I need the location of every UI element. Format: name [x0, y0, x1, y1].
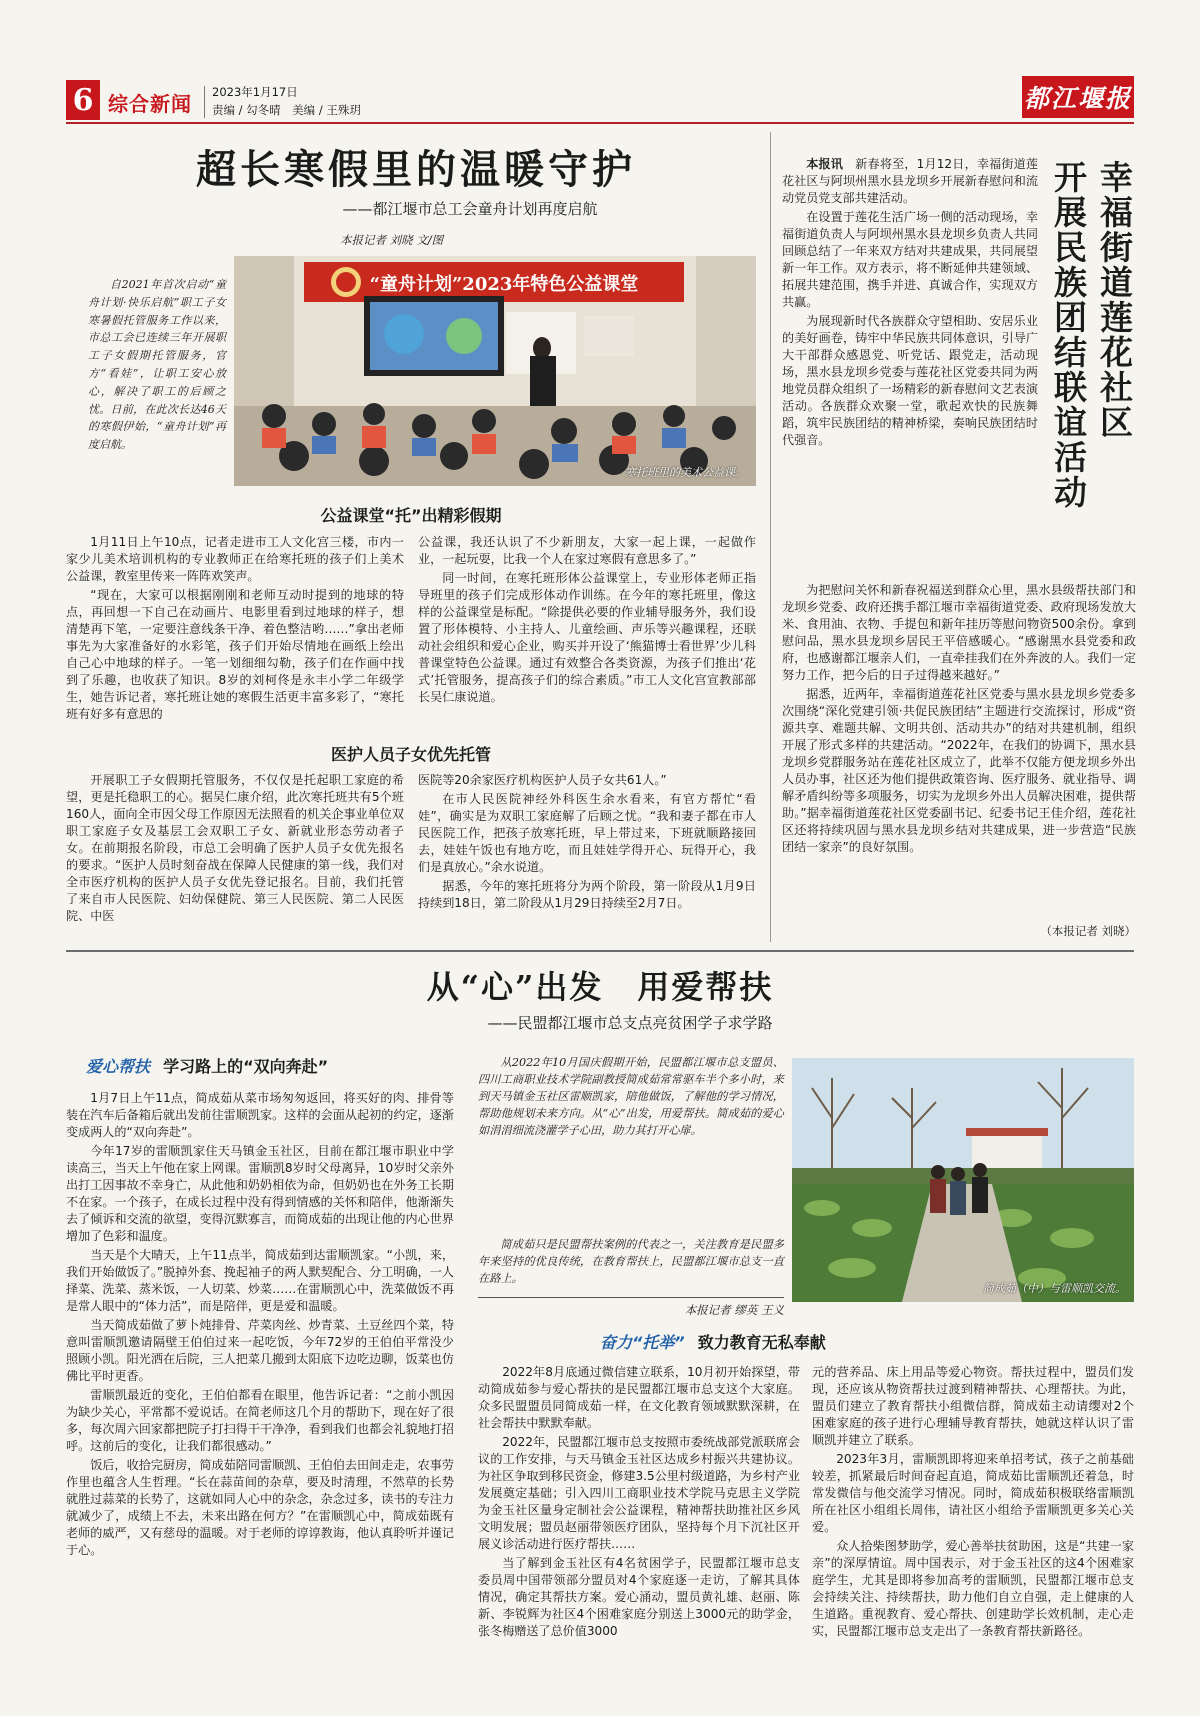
article2-opening: 新春将至，1月12日，幸福街道莲花社区与阿坝州黑水县龙坝乡开展新春慰问和流动党员党支部共建活动。 [782, 157, 1038, 205]
paragraph: 开展职工子女假期托管服务，不仅仅是托起职工家庭的希望，更是托稳职工的心。据吴仁康介绍，此次寒托班共有5个班160人，面向全市因父母工作原因无法照看的机关企事业单位双职工家庭子女及基层工会双职工子女、新就业形态劳动者子女。在前期报名阶段，市总工会明确了医护人员子女优先报名的要求。“医护人员时刻奋战在保障人民健康的第一线，我们对全市医疗机构的医护人员子女优先登记报名。目前，我们托管了来自市人民医院、妇幼保健院、第三人民医院、第二人民医院、中医 [66, 773, 404, 923]
paragraph: 当天简成茹做了萝卜炖排骨、芹菜肉丝、炒青菜、土豆丝四个菜，特意叫雷顺凯邀请隔壁王伯伯过来一起吃饭，今年72岁的王伯伯平常没少照顾小凯。阳光洒在后院，三人把菜几搬到太阳底下边吃边聊，饭菜也仿佛比平时更香。 [66, 1318, 454, 1383]
article1-section2-title: 医护人员子女优先托管 [330, 745, 491, 764]
article3-section2-col1 [478, 1364, 800, 1700]
paragraph: 众人拾柴图梦助学，爱心善举扶贫助困，这是“共建一家亲”的深厚情谊。周中国表示，对于金玉社区的这4个困难家庭学生，尤其是即将参加高考的雷顺凯，民盟都江堰市总支会持续关注、持续帮扶，助力他们自立自强，走上健康的人生道路。重视教育、爱心帮扶、创建助学长效机制，走心走实，民盟都江堰市总支走出了一条教育帮扶新路径。 [812, 1539, 1134, 1638]
paragraph: 同一时间，在寒托班形体公益课堂上，专业形体老师正指导班里的孩子们完成形体动作训练。在今年的寒托班里，像这样的公益课堂是标配。“除提供必要的作业辅导服务外，我们设置了形体模特、小主持人、儿童绘画、声乐等兴趣课程，还联动社会组织和爱心企业，购买并开设了‘熊猫博士看世界’少儿科普课堂特色公益课。通过有效整合各类资源，为孩子们推出‘花式’托管服务，提高孩子们的综合素质。”市工人文化宫宣教部部长吴仁康说道。 [418, 571, 756, 704]
article1-subtitle: ——都江堰市总工会童舟计划再度启航 [342, 200, 598, 218]
paragraph: 为展现新时代各族群众守望相助、安居乐业的美好画卷，铸牢中华民族共同体意识，引导广大干部群众感恩党、听党话、跟党走，活动现场，黑水县龙坝乡党委与莲花社区党委共同为两地党员群众组织了一场精彩的新春慰问文艺表演活动。各族群众欢聚一堂，歌起欢快的民族舞蹈，筑牢民族团结的精神桥梁，奏响民族团结时代强音。 [782, 314, 1038, 447]
field-photo-illustration [792, 1058, 1134, 1302]
article3-top-rule [66, 950, 1134, 952]
paragraph: 雷顺凯最近的变化，王伯伯都看在眼里，他告诉记者：“之前小凯因为缺少关心，平常都不爱说话。在简老师这几个月的帮助下，现在好了很多，每次周六回家都把院子打扫得干干净净，看到我们也都会礼貌地打招呼。这前后的变化，让我们都很感动。” [66, 1388, 454, 1453]
article3-intro2: 简成茹只是民盟帮扶案例的代表之一，关注教育是民盟多年来坚持的优良传统，在教育帮扶上，民盟都江堰市总支一直在路上。 [478, 1238, 784, 1285]
paragraph: 元的营养品、床上用品等爱心物资。帮扶过程中，盟员们发现，还应该从物资帮扶过渡到精神帮扶、心理帮扶。为此，盟员们建立了教育帮扶小组微信群，简成茹主动请缨对2个困难家庭的孩子进行心理辅导教育帮扶，她就这样认识了雷顺凯并建立了联系。 [812, 1365, 1134, 1447]
paragraph [782, 156, 1038, 207]
classroom-banner-text: “童舟计划”2023年特色公益课堂 [369, 274, 639, 295]
article3-byline: 本报记者 缪英 王义 [684, 1303, 784, 1317]
paragraph: 2022年，民盟都江堰市总支按照市委统战部党派联席会议的工作安排，与天马镇金玉社区达成乡村振兴共建协议。为社区争取到移民资金，修建3.5公里村级道路，为乡村产业发展奠定基础；引入四川工商职业技术学院马克思主义学院为金玉社区量身定制社会公益课程，精神帮扶助推社区乡风文明发展；盟员赵丽带领医疗团队，坚持每个月下沉社区开展义诊活动进行医疗帮扶…… [478, 1435, 800, 1551]
article1-byline: 本报记者 刘晓 文/图 [340, 233, 444, 247]
article3-section1-text [66, 1090, 454, 1700]
paragraph: 据悉，今年的寒托班将分为两个阶段，第一阶段从1月9日持续到18日，第二阶段从1月29日持续至2月7日。 [418, 879, 756, 910]
masthead-logo: 都江堰报 [1022, 76, 1134, 118]
column-divider [770, 132, 771, 942]
field-photo-caption: 简成茹（中）与雷顺凯交流。 [983, 1282, 1126, 1295]
article3-intro: 从2022年10月国庆假期开始，民盟都江堰市总支盟员、四川工商职业技术学院副教授简成茹常常驱车半个多小时，来到天马镇金玉社区雷顺凯家，陪他做饭，了解他的学习情况，帮助他规划未来方向。从“心”出发，用爱帮扶。简成茹的爱心如涓涓细流浇灌学子心田，助力其打开心扉。 [478, 1056, 784, 1137]
field-photo [792, 1058, 1134, 1302]
paragraph: 公益课，我还认识了不少新朋友，大家一起上课，一起做作业，一起玩耍，比我一个人在家过寒假有意思多了。” [418, 535, 756, 566]
paragraph: 2022年8月底通过微信建立联系，10月初开始探望，带动简成茹参与爱心帮扶的是民盟都江堰市总支这个大家庭。众多民盟盟员同简成茹一样，在文化教育领域默默深耕，在社会帮扶中默默奉献。 [478, 1365, 800, 1430]
article3-section2-tag: 奋力“托举” [600, 1333, 685, 1352]
article3-section2-col2 [812, 1364, 1134, 1700]
paragraph: 在设置于莲花生活广场一侧的活动现场，幸福街道负责人与阿坝州黑水县龙坝乡负责人共同回顾总结了一年来双方结对共建成果，共同展望新一年工作。双方表示，将不断延伸共建领域、拓展共建范围，携手并进、真诚合作，实现双方共赢。 [782, 210, 1038, 309]
article1-section2-col1 [66, 772, 404, 942]
article1-section2-col2 [418, 772, 756, 942]
classroom-photo-caption: 寒托班里的美术公益课。 [625, 466, 746, 479]
article1-section1-title: 公益课堂“托”出精彩假期 [320, 506, 502, 525]
article3-title: 从“心”出发 用爱帮扶 [426, 968, 774, 1006]
header-divider [204, 86, 205, 118]
article3-intro-rule [478, 1297, 784, 1298]
paragraph: “现在，大家可以根据刚刚和老师互动时提到的地球的特点，再回想一下自己在动画片、电影里看到过地球的样子，想清楚再下笔，一定要注意线条干净、着色整洁哟……”拿出老师事先为大家准备好的水彩笔，孩子们开始尽情地在画纸上绘出自己心中地球的样子。一笔一划细细勾勒，孩子们在作画中找到了乐趣，也收获了知识。8岁的刘柯佟是永丰小学二年级学生，她告诉记者，寒托班让她的寒假生活更丰富多彩了，“寒托班有好多有意思的 [66, 588, 404, 721]
article3-section2-heading [600, 1330, 1134, 1353]
article3-subtitle: ——民盟都江堰市总支点亮贫困学子求学路 [487, 1014, 773, 1032]
article1-section1-col2 [418, 534, 756, 706]
article3-section1-heading [86, 1054, 466, 1077]
paragraph: 为把慰问关怀和新春祝福送到群众心里，黑水县级帮扶部门和龙坝乡党委、政府还携手都江堰市幸福街道党委、政府现场发放大米、食用油、衣物、手提包和新年挂历等慰问物资500余份。拿到慰问品，黑水县龙坝乡居民王平倍感暖心。“感谢黑水县党委和政府，也感谢都江堰亲人们，一直牵挂我们在外奔波的人。我们一定努力工作，把今后的日子过得越来越好。” [782, 583, 1136, 682]
paragraph: 今年17岁的雷顺凯家住天马镇金玉社区，目前在都江堰市职业中学读高三，当天上午他在家上网课。雷顺凯8岁时父母离异，10岁时父亲外出打工因事故不幸身亡，从此他和奶奶相依为命，但奶奶也在外务工长期不在家。一个孩子，在成长过程中没有得到情感的关怀和陪伴，他渐渐失去了倾诉和交流的欲望，变得沉默寡言，而简成茹的出现让他的内心世界增加了色彩和温度。 [66, 1144, 454, 1243]
paragraph: 当了解到金玉社区有4名贫困学子，民盟都江堰市总支委员周中国带领部分盟员对4个家庭逐一走访，了解其具体情况，确定其帮扶方案。爱心涌动，盟员黄礼雄、赵丽、陈新、李锐辉为社区4个困难家庭分别送上3000元的助学金，张冬梅赠送了总价值3000 [478, 1556, 800, 1638]
article3-section1-title: 学习路上的“双向奔赴” [163, 1057, 329, 1076]
editors-credit: 责编 / 勾冬晴 美编 / 王殊玥 [212, 103, 361, 117]
paragraph: 2023年3月，雷顺凯即将迎来单招考试，孩子之前基础较差，抓紧最后时间奋起直追，简成茹比雷顺凯还着急，时常发微信与他交流学习情况。同时，简成茹积极联络雷顺凯所在社区小组组长周伟，请社区小组给予雷顺凯更多关心关爱。 [812, 1452, 1134, 1534]
paragraph: 当天是个大晴天，上午11点半，简成茹到达雷顺凯家。“小凯，来，我们开始做饭了。”脱掉外套、挽起袖子的两人默契配合、分工明确，一人择菜、洗菜、蒸米饭，一人切菜、炒菜……在雷顺凯心中，洗菜做饭不再是常人眼中的“体力活”，而是陪伴，更是爱和温暖。 [66, 1248, 454, 1313]
paragraph: 1月7日上午11点，简成茹从菜市场匆匆返回，将买好的肉、排骨等装在汽车后备箱后就出发前往雷顺凯家。这样的会面从起初的约定，逐渐变成两人的“双向奔赴”。 [66, 1091, 454, 1139]
section-name: 综合新闻 [108, 92, 192, 116]
article3-section2-title: 致力教育无私奉献 [697, 1333, 826, 1352]
article2-title-line1: 幸福街道莲花社区 [1095, 160, 1134, 440]
article2-top-text [782, 156, 1038, 574]
article1-section1-col1 [66, 534, 404, 721]
issue-date: 2023年1月17日 [212, 85, 298, 99]
article2-bottom-text [782, 582, 1136, 922]
article2-byline: （本报记者 刘晓） [1040, 924, 1136, 938]
paragraph: 医院等20余家医疗机构医护人员子女共61人。” [418, 773, 667, 787]
classroom-photo [234, 256, 756, 486]
paragraph: 在市人民医院神经外科医生余水看来，有官方帮忙“看娃”，确实是为双职工家庭解了后顾之忧。“我和妻子都在市人民医院工作，把孩子放寒托班，早上带过来，下班就顺路接回去，娃娃午饭也有地方吃，而且娃娃学得开心、玩得开心，我们是真放心。”余水说道。 [418, 792, 756, 874]
article1-title: 超长寒假里的温暖守护 [196, 146, 636, 193]
header-rule [66, 122, 1134, 124]
article2-title-line2: 开展民族团结联谊活动 [1049, 160, 1088, 510]
paragraph: 1月11日上午10点，记者走进市工人文化宫三楼，市内一家少儿美术培训机构的专业教师正在给寒托班的孩子们上美术公益课，教室里传来一阵阵欢笑声。 [66, 535, 404, 583]
article1-intro: 自2021年首次启动“童舟计划·快乐启航”职工子女寒暑假托管服务工作以来，市总工会已连续三年开展职工子女假期托管服务，官方“看娃”，让职工安心放心，解决了职工的后顾之忧。日前，在此次长达46天的寒假伊始，“童舟计划”再度启航。 [88, 278, 226, 452]
page-number: 6 [66, 80, 100, 120]
paragraph: 饭后，收拾完厨房，简成茹陪同雷顺凯、王伯伯去田间走走，农事劳作里也蕴含人生哲理。“长在蒜苗间的杂草，要及时清理，不然草的长势就胜过蒜菜的长势了，这就如同人心中的杂念，杂念过多，读书的专注力就减少了，成绩上不去，未来出路在何方？”在雷顺凯心中，简成茹既有老师的威严，又有慈母的温暖。对于老师的谆谆教诲，他认真聆听并谨记于心。 [66, 1458, 454, 1557]
article2-lead: 本报讯 [806, 157, 843, 171]
paragraph: 据悉，近两年，幸福街道莲花社区党委与黑水县龙坝乡党委多次围绕“深化党建引领·共促民族团结”主题进行交流探讨，形成“资源共享、难题共解、文明共创、活动共办”的结对共建机制，组织开展了形式多样的共建活动。“2022年，在我们的协调下，黑水县龙坝乡党群服务站在莲花社区成立了，此举不仅能方便龙坝乡外出人员办事，社区还为他们提供政策咨询、医疗服务、就业指导、调解矛盾纠纷等多项服务，切实为龙坝乡外出人员解决困难，提供帮助。”据幸福街道莲花社区党委副书记、纪委书记王佳介绍，莲花社区还将持续巩固与黑水县龙坝乡结对共建成果，进一步营造“民族团结一家亲”的良好氛围。 [782, 687, 1136, 854]
article3-section1-tag: 爱心帮扶 [86, 1057, 151, 1076]
